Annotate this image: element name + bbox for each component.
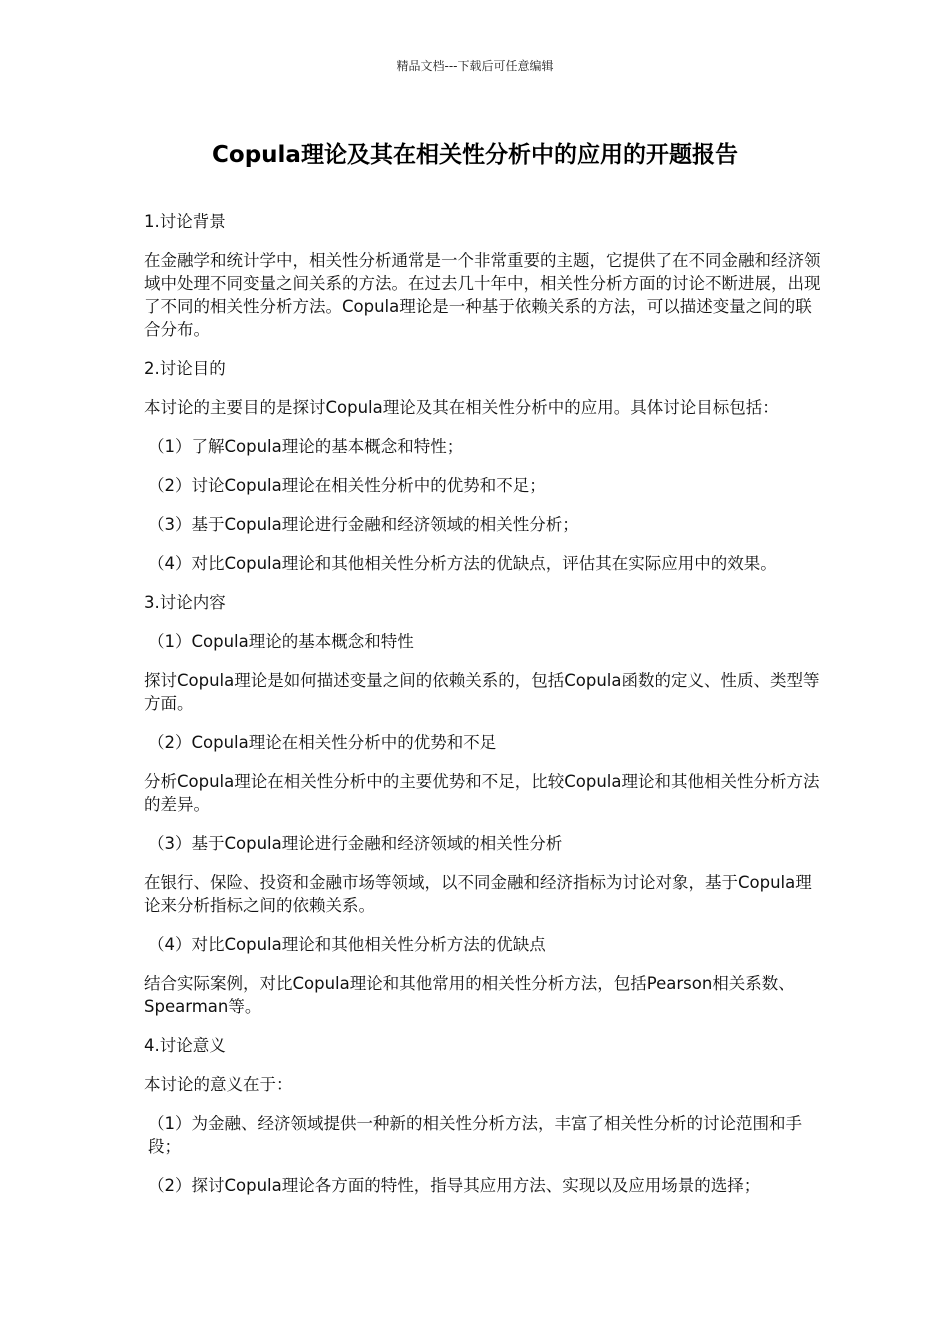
section-heading-significance: 4.讨论意义 (144, 1036, 226, 1055)
significance-item-2: （2）探讨Copula理论各方面的特性，指导其应用方法、实现以及应用场景的选择； (148, 1176, 761, 1195)
section-heading-content: 3.讨论内容 (144, 593, 226, 612)
content-paragraph-4: 结合实际案例，对比Copula理论和其他常用的相关性分析方法，包括Pearson相关系数、Spearman等。 (144, 974, 795, 1016)
purpose-item-1: （1）了解Copula理论的基本概念和特性； (148, 437, 464, 456)
content-item-3: （3）基于Copula理论进行金融和经济领域的相关性分析 (148, 834, 563, 853)
content-paragraph-3: 在银行、保险、投资和金融市场等领域，以不同金融和经济指标为讨论对象，基于Copula理论来分析指标之间的依赖关系。 (144, 873, 812, 915)
content-item-1: （1）Copula理论的基本概念和特性 (148, 632, 414, 651)
purpose-item-4: （4）对比Copula理论和其他相关性分析方法的优缺点，评估其在实际应用中的效果。 (148, 554, 777, 573)
header-note: 精品文档---下载后可任意编辑 (396, 59, 554, 73)
background-paragraph: 在金融学和统计学中，相关性分析通常是一个非常重要的主题，它提供了在不同金融和经济领域中处理不同变量之间关系的方法。在过去几十年中，相关性分析方面的讨论不断进展，出现了不同的相关性分析方法。Copula理论是一种基于依赖关系的方法，可以描述变量之间的联合分布。 (144, 251, 821, 339)
content-paragraph-2: 分析Copula理论在相关性分析中的主要优势和不足，比较Copula理论和其他相关性分析方法的差异。 (144, 772, 820, 814)
section-heading-background: 1.讨论背景 (144, 212, 226, 231)
purpose-paragraph: 本讨论的主要目的是探讨Copula理论及其在相关性分析中的应用。具体讨论目标包括： (144, 398, 779, 417)
document-title: Copula理论及其在相关性分析中的应用的开题报告 (212, 142, 738, 168)
section-heading-purpose: 2.讨论目的 (144, 359, 226, 378)
content-item-2: （2）Copula理论在相关性分析中的优势和不足 (148, 733, 497, 752)
significance-item-1: （1）为金融、经济领域提供一种新的相关性分析方法，丰富了相关性分析的讨论范围和手段； (148, 1114, 802, 1156)
purpose-item-2: （2）讨论Copula理论在相关性分析中的优势和不足； (148, 476, 546, 495)
significance-paragraph: 本讨论的意义在于： (144, 1075, 293, 1094)
content-item-4: （4）对比Copula理论和其他相关性分析方法的优缺点 (148, 935, 546, 954)
document-body (144, 210, 824, 1213)
content-paragraph-1: 探讨Copula理论是如何描述变量之间的依赖关系的，包括Copula函数的定义、性质、类型等方面。 (144, 671, 820, 713)
purpose-item-3: （3）基于Copula理论进行金融和经济领域的相关性分析； (148, 515, 579, 534)
